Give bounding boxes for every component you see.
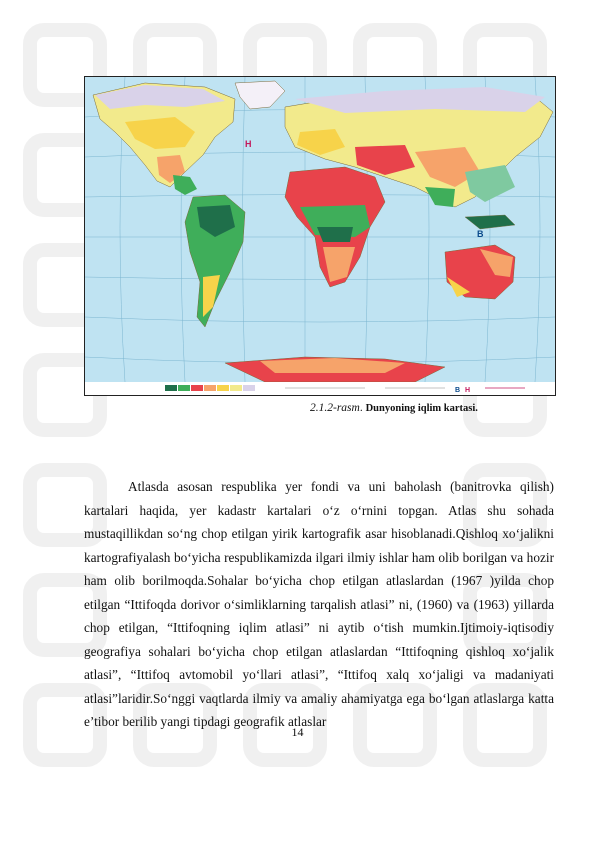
figure-caption-number: 2.1.2-rasm: [310, 402, 360, 414]
climate-map-figure: [84, 76, 556, 396]
legend-letter-h: H: [465, 387, 471, 394]
world-climate-map: [85, 77, 555, 395]
map-letter-b: B: [477, 229, 484, 239]
figure-caption-separator: .: [359, 402, 366, 414]
legend-letter-b: B: [455, 387, 461, 394]
body-paragraph: Atlasda asosan respublika yer fondi va uni baholash (banitrovka qilish) kartalari haqida, yer kadastr kartalari o‘z o‘rnini topgan. Atlas shu sohada mustaqillikdan so‘ng chop etilgan yirik kartografik asar hisoblanadi.Qishloq xo‘jalikni kartografiyalash bo‘yicha respublikamizda ilgari ilmiy ishlar ham olib borilgan va hozir ham olib borilmoqda.Sohalar bo‘yicha chop etilgan atlaslardan (1967 )yilda chop etilgan “Ittifoqda dorivor o‘simliklarning tarqalish atlasi” ni, (1960) va (1963) yillarda chop etilgan, “Ittifoqning iqlim atlasi” ni aytib o‘tish mumkin.Ijtimoiy-iqtisodiy geografiya sohalari bo‘yicha chop etilgan atlaslardan “Ittifoqning qishloq xo‘jalik atlasi”, “Ittifoq avtomobil yo‘llari atlasi”, “Ittifoq xalq xo‘jaligi va madaniyati atlasi”laridir.So‘nggi vaqtlarda ilmiy va amaliy ahamiyatga ega bo‘lgan atlaslarga katta e’tibor berilib yangi tipdagi geografik atlaslar: [84, 479, 554, 729]
figure-caption: [310, 402, 478, 414]
figure-caption-title: Dunyoning iqlim kartasi.: [365, 403, 478, 414]
page-number: 14: [291, 725, 304, 739]
map-letter-h: H: [245, 139, 252, 149]
body-text: [84, 475, 554, 734]
